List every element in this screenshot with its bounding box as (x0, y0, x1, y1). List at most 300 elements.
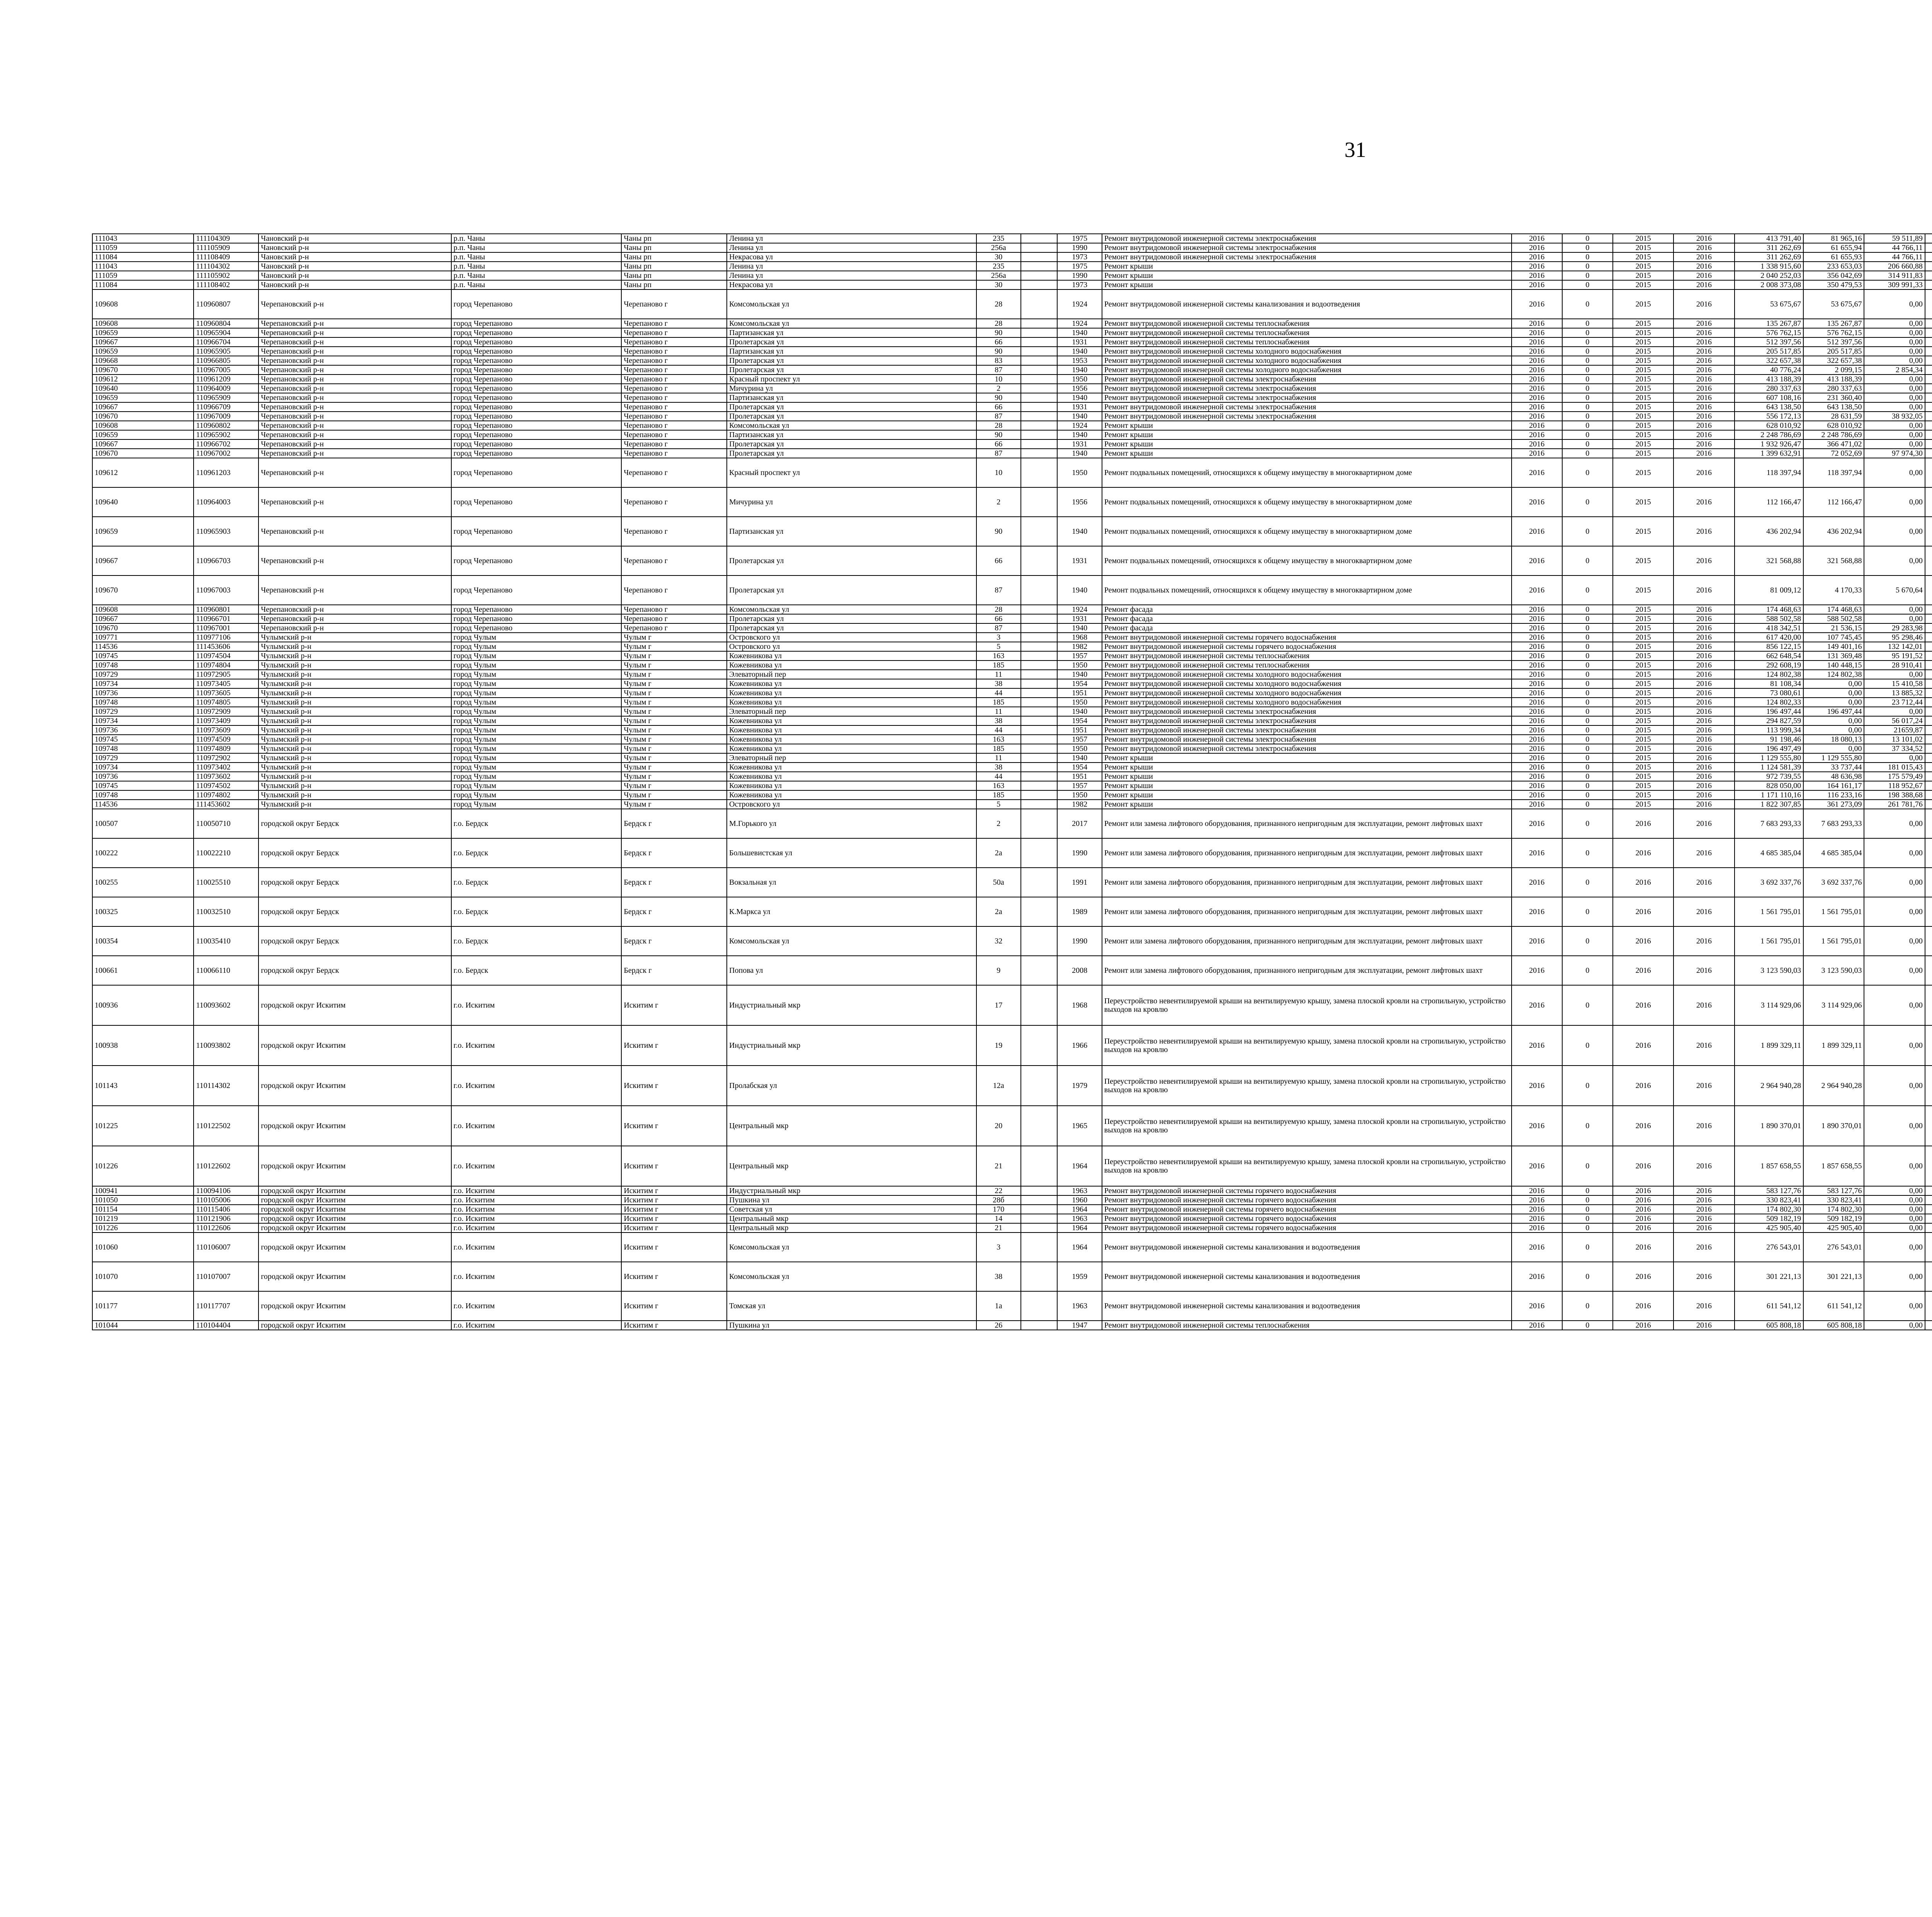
cell-work-type: Ремонт внутридомовой инженерной системы электроснабжения (1102, 252, 1512, 262)
cell-end-year: 2016 (1673, 800, 1734, 809)
cell-record-id: 111105902 (194, 271, 259, 280)
cell-end-year: 2016 (1673, 614, 1734, 623)
cell-settlement: город Чулым (451, 642, 622, 651)
cell-funding-2: 2 854,34 (1864, 365, 1925, 375)
cell-funding-1: 164 161,17 (1803, 781, 1864, 790)
cell-building-id: 109659 (92, 430, 194, 439)
cell-settlement: г.о. Бердск (451, 809, 622, 838)
cell-flag: 0 (1562, 1106, 1613, 1146)
cell-building-id: 109736 (92, 688, 194, 698)
cell-start-year: 2015 (1613, 575, 1673, 605)
cell-flag: 0 (1562, 670, 1613, 679)
cell-locality: Искитим г (621, 1262, 727, 1291)
cell-total-cost: 611 541,12 (1735, 1291, 1803, 1321)
table-row (92, 234, 1932, 243)
cell-funding-1: 61 655,94 (1803, 243, 1864, 252)
cell-start-year: 2015 (1613, 337, 1673, 347)
cell-record-id: 110066110 (194, 956, 259, 985)
cell-street: Комсомольская ул (727, 926, 976, 956)
cell-end-year: 2016 (1673, 698, 1734, 707)
cell-locality: Черепаново г (621, 517, 727, 546)
cell-funding-3 (1925, 985, 1932, 1025)
cell-house-number: 30 (976, 280, 1021, 289)
cell-funding-3 (1925, 725, 1932, 735)
cell-municipal-district: Черепановский р-н (259, 375, 451, 384)
cell-building (1021, 661, 1057, 670)
cell-funding-2: 0,00 (1864, 753, 1925, 763)
cell-municipal-district: городской округ Искитим (259, 1146, 451, 1186)
cell-municipal-district: городской округ Искитим (259, 985, 451, 1025)
cell-work-type: Переустройство невентилируемой крыши на вентилируемую крышу, замена плоской кровли на стропильную, устройство выходов на кровлю (1102, 1106, 1512, 1146)
cell-funding-1: 174 802,30 (1803, 1205, 1864, 1214)
cell-locality: Бердск г (621, 838, 727, 868)
cell-municipal-district: Чулымский р-н (259, 725, 451, 735)
cell-record-id: 111105909 (194, 243, 259, 252)
cell-total-cost: 607 108,16 (1735, 393, 1803, 402)
cell-total-cost: 1 932 926,47 (1735, 439, 1803, 449)
cell-plan-year: 2016 (1512, 1223, 1562, 1233)
cell-year-built: 1959 (1057, 1262, 1102, 1291)
cell-municipal-district: Черепановский р-н (259, 347, 451, 356)
cell-street: Кожевникова ул (727, 772, 976, 781)
cell-municipal-district: Чулымский р-н (259, 670, 451, 679)
cell-funding-1: 33 737,44 (1803, 763, 1864, 772)
cell-end-year: 2016 (1673, 1233, 1734, 1262)
cell-year-built: 1940 (1057, 365, 1102, 375)
cell-funding-2: 0,00 (1864, 1195, 1925, 1205)
cell-plan-year: 2016 (1512, 375, 1562, 384)
cell-settlement: город Черепаново (451, 337, 622, 347)
cell-building-id: 109659 (92, 328, 194, 337)
cell-street: Островского ул (727, 642, 976, 651)
cell-end-year: 2016 (1673, 956, 1734, 985)
cell-house-number: 66 (976, 402, 1021, 412)
cell-flag: 0 (1562, 605, 1613, 614)
cell-building (1021, 1233, 1057, 1262)
cell-start-year: 2015 (1613, 319, 1673, 328)
cell-settlement: г.о. Искитим (451, 1233, 622, 1262)
cell-settlement: р.п. Чаны (451, 271, 622, 280)
cell-work-type: Переустройство невентилируемой крыши на вентилируемую крышу, замена плоской кровли на стропильную, устройство выходов на кровлю (1102, 1066, 1512, 1106)
cell-start-year: 2016 (1613, 1146, 1673, 1186)
cell-flag: 0 (1562, 517, 1613, 546)
cell-locality: Чулым г (621, 670, 727, 679)
cell-record-id: 110035410 (194, 926, 259, 956)
cell-locality: Черепаново г (621, 623, 727, 633)
cell-funding-3 (1925, 1262, 1932, 1291)
cell-total-cost: 124 802,38 (1735, 670, 1803, 679)
cell-building-id: 101143 (92, 1066, 194, 1106)
cell-year-built: 1931 (1057, 402, 1102, 412)
cell-start-year: 2015 (1613, 280, 1673, 289)
cell-municipal-district: Чулымский р-н (259, 735, 451, 744)
cell-funding-3 (1925, 1205, 1932, 1214)
cell-year-built: 1990 (1057, 838, 1102, 868)
cell-locality: Черепаново г (621, 487, 727, 517)
cell-start-year: 2016 (1613, 1025, 1673, 1066)
cell-end-year: 2016 (1673, 679, 1734, 688)
cell-plan-year: 2016 (1512, 698, 1562, 707)
cell-locality: Бердск г (621, 897, 727, 926)
cell-total-cost: 73 080,61 (1735, 688, 1803, 698)
cell-building (1021, 800, 1057, 809)
cell-flag: 0 (1562, 707, 1613, 716)
cell-end-year: 2016 (1673, 402, 1734, 412)
cell-flag: 0 (1562, 661, 1613, 670)
cell-house-number: 14 (976, 1214, 1021, 1223)
cell-building (1021, 772, 1057, 781)
cell-street: Пролетарская ул (727, 337, 976, 347)
cell-settlement: город Черепаново (451, 365, 622, 375)
cell-locality: Черепаново г (621, 356, 727, 365)
cell-year-built: 2017 (1057, 809, 1102, 838)
cell-year-built: 1947 (1057, 1321, 1102, 1330)
cell-street: Кожевникова ул (727, 661, 976, 670)
cell-building-id: 109745 (92, 651, 194, 661)
cell-work-type: Ремонт внутридомовой инженерной системы теплоснабжения (1102, 319, 1512, 328)
cell-end-year: 2016 (1673, 234, 1734, 243)
cell-start-year: 2016 (1613, 985, 1673, 1025)
cell-funding-3 (1925, 375, 1932, 384)
cell-building-id: 109748 (92, 790, 194, 800)
cell-building (1021, 337, 1057, 347)
cell-settlement: г.о. Искитим (451, 985, 622, 1025)
cell-flag: 0 (1562, 1205, 1613, 1214)
cell-year-built: 1950 (1057, 661, 1102, 670)
cell-work-type: Ремонт внутридомовой инженерной системы горячего водоснабжения (1102, 1186, 1512, 1195)
cell-start-year: 2016 (1613, 1106, 1673, 1146)
cell-record-id: 110960807 (194, 289, 259, 319)
table-row (92, 347, 1932, 356)
cell-funding-2: 0,00 (1864, 384, 1925, 393)
cell-building (1021, 421, 1057, 430)
cell-start-year: 2016 (1613, 926, 1673, 956)
cell-flag: 0 (1562, 262, 1613, 271)
cell-building (1021, 633, 1057, 642)
cell-municipal-district: Черепановский р-н (259, 393, 451, 402)
cell-locality: Чулым г (621, 716, 727, 725)
cell-total-cost: 321 568,88 (1735, 546, 1803, 575)
cell-record-id: 110974804 (194, 661, 259, 670)
cell-municipal-district: городской округ Искитим (259, 1186, 451, 1195)
cell-house-number: 185 (976, 661, 1021, 670)
cell-start-year: 2015 (1613, 781, 1673, 790)
cell-start-year: 2015 (1613, 698, 1673, 707)
cell-house-number: 11 (976, 753, 1021, 763)
table-row (92, 605, 1932, 614)
cell-funding-2: 0,00 (1864, 402, 1925, 412)
cell-start-year: 2015 (1613, 753, 1673, 763)
cell-funding-1: 628 010,92 (1803, 421, 1864, 430)
cell-start-year: 2016 (1613, 1186, 1673, 1195)
cell-total-cost: 1 899 329,11 (1735, 1025, 1803, 1066)
cell-funding-3 (1925, 430, 1932, 439)
table-row (92, 1066, 1932, 1106)
cell-street: Комсомольская ул (727, 605, 976, 614)
cell-flag: 0 (1562, 868, 1613, 897)
cell-flag: 0 (1562, 790, 1613, 800)
cell-house-number: 22 (976, 1186, 1021, 1195)
cell-municipal-district: Чулымский р-н (259, 716, 451, 725)
cell-building (1021, 809, 1057, 838)
table-row (92, 458, 1932, 487)
cell-street: Центральный мкр (727, 1146, 976, 1186)
cell-total-cost: 276 543,01 (1735, 1233, 1803, 1262)
cell-street: Ленина ул (727, 271, 976, 280)
cell-house-number: 170 (976, 1205, 1021, 1214)
cell-record-id: 110965905 (194, 347, 259, 356)
cell-flag: 0 (1562, 365, 1613, 375)
cell-settlement: город Чулым (451, 707, 622, 716)
cell-total-cost: 196 497,44 (1735, 707, 1803, 716)
cell-record-id: 111453602 (194, 800, 259, 809)
table-row (92, 1195, 1932, 1205)
cell-building-id: 111043 (92, 234, 194, 243)
cell-street: К.Маркса ул (727, 897, 976, 926)
cell-plan-year: 2016 (1512, 449, 1562, 458)
cell-plan-year: 2016 (1512, 1214, 1562, 1223)
table-row (92, 838, 1932, 868)
cell-flag: 0 (1562, 1291, 1613, 1321)
cell-building (1021, 1025, 1057, 1066)
cell-funding-2: 0,00 (1864, 393, 1925, 402)
cell-work-type: Ремонт внутридомовой инженерной системы электроснабжения (1102, 707, 1512, 716)
cell-total-cost: 556 172,13 (1735, 412, 1803, 421)
cell-work-type: Ремонт внутридомовой инженерной системы электроснабжения (1102, 402, 1512, 412)
cell-record-id: 110966704 (194, 337, 259, 347)
cell-record-id: 110050710 (194, 809, 259, 838)
cell-work-type: Ремонт внутридомовой инженерной системы электроснабжения (1102, 375, 1512, 384)
cell-locality: Чулым г (621, 772, 727, 781)
cell-flag: 0 (1562, 243, 1613, 252)
cell-end-year: 2016 (1673, 517, 1734, 546)
cell-year-built: 1931 (1057, 614, 1102, 623)
cell-end-year: 2016 (1673, 393, 1734, 402)
table-row (92, 1106, 1932, 1146)
table-row (92, 430, 1932, 439)
cell-building (1021, 897, 1057, 926)
cell-year-built: 1940 (1057, 412, 1102, 421)
cell-funding-2: 198 388,68 (1864, 790, 1925, 800)
cell-plan-year: 2016 (1512, 790, 1562, 800)
cell-plan-year: 2016 (1512, 735, 1562, 744)
cell-end-year: 2016 (1673, 725, 1734, 735)
cell-year-built: 1940 (1057, 393, 1102, 402)
cell-funding-1: 436 202,94 (1803, 517, 1864, 546)
cell-work-type: Ремонт внутридомовой инженерной системы холодного водоснабжения (1102, 688, 1512, 698)
cell-street: Партизанская ул (727, 347, 976, 356)
cell-flag: 0 (1562, 679, 1613, 688)
cell-building (1021, 725, 1057, 735)
cell-end-year: 2016 (1673, 430, 1734, 439)
cell-locality: Черепаново г (621, 319, 727, 328)
cell-funding-3 (1925, 1223, 1932, 1233)
cell-settlement: город Чулым (451, 772, 622, 781)
cell-settlement: город Черепаново (451, 402, 622, 412)
cell-total-cost: 576 762,15 (1735, 328, 1803, 337)
cell-end-year: 2016 (1673, 605, 1734, 614)
cell-flag: 0 (1562, 252, 1613, 262)
cell-total-cost: 2 964 940,28 (1735, 1066, 1803, 1106)
cell-locality: Чулым г (621, 633, 727, 642)
cell-house-number: 66 (976, 546, 1021, 575)
table-row (92, 623, 1932, 633)
cell-flag: 0 (1562, 356, 1613, 365)
cell-funding-3 (1925, 735, 1932, 744)
cell-plan-year: 2016 (1512, 605, 1562, 614)
cell-work-type: Ремонт подвальных помещений, относящихся к общему имуществу в многоквартирном доме (1102, 517, 1512, 546)
cell-start-year: 2015 (1613, 744, 1673, 753)
cell-municipal-district: Черепановский р-н (259, 458, 451, 487)
cell-house-number: 1а (976, 1291, 1021, 1321)
cell-house-number: 235 (976, 262, 1021, 271)
cell-street: Кожевникова ул (727, 725, 976, 735)
cell-street: Индустриальный мкр (727, 1025, 976, 1066)
cell-start-year: 2015 (1613, 487, 1673, 517)
cell-building-id: 109729 (92, 753, 194, 763)
cell-plan-year: 2016 (1512, 1291, 1562, 1321)
cell-total-cost: 2 008 373,08 (1735, 280, 1803, 289)
cell-funding-2: 0,00 (1864, 614, 1925, 623)
cell-flag: 0 (1562, 337, 1613, 347)
cell-record-id: 110967009 (194, 412, 259, 421)
cell-building (1021, 430, 1057, 439)
cell-municipal-district: Черепановский р-н (259, 337, 451, 347)
cell-start-year: 2015 (1613, 252, 1673, 262)
cell-locality: Чулым г (621, 790, 727, 800)
cell-funding-1: 4 685 385,04 (1803, 838, 1864, 868)
cell-funding-2: 37 334,52 (1864, 744, 1925, 753)
cell-building-id: 101060 (92, 1233, 194, 1262)
cell-funding-2: 0,00 (1864, 897, 1925, 926)
cell-building (1021, 707, 1057, 716)
cell-total-cost: 1 124 581,39 (1735, 763, 1803, 772)
cell-total-cost: 311 262,69 (1735, 252, 1803, 262)
cell-municipal-district: Чулымский р-н (259, 744, 451, 753)
cell-funding-1: 0,00 (1803, 725, 1864, 735)
cell-flag: 0 (1562, 412, 1613, 421)
cell-flag: 0 (1562, 926, 1613, 956)
cell-end-year: 2016 (1673, 623, 1734, 633)
cell-end-year: 2016 (1673, 243, 1734, 252)
cell-funding-2: 0,00 (1864, 517, 1925, 546)
cell-total-cost: 53 675,67 (1735, 289, 1803, 319)
cell-funding-3 (1925, 289, 1932, 319)
cell-start-year: 2015 (1613, 688, 1673, 698)
cell-funding-3 (1925, 458, 1932, 487)
cell-building (1021, 262, 1057, 271)
cell-year-built: 1940 (1057, 575, 1102, 605)
cell-funding-2: 0,00 (1864, 1025, 1925, 1066)
cell-total-cost: 3 692 337,76 (1735, 868, 1803, 897)
cell-work-type: Ремонт крыши (1102, 271, 1512, 280)
cell-end-year: 2016 (1673, 744, 1734, 753)
cell-building-id: 100938 (92, 1025, 194, 1066)
cell-end-year: 2016 (1673, 716, 1734, 725)
cell-flag: 0 (1562, 614, 1613, 623)
cell-house-number: 11 (976, 670, 1021, 679)
cell-building-id: 109659 (92, 347, 194, 356)
cell-start-year: 2015 (1613, 735, 1673, 744)
cell-record-id: 110974805 (194, 698, 259, 707)
cell-building-id: 109612 (92, 375, 194, 384)
table-row (92, 575, 1932, 605)
cell-plan-year: 2016 (1512, 1205, 1562, 1214)
cell-plan-year: 2016 (1512, 781, 1562, 790)
cell-year-built: 1957 (1057, 735, 1102, 744)
table-row (92, 1205, 1932, 1214)
cell-year-built: 1964 (1057, 1233, 1102, 1262)
cell-total-cost: 413 791,40 (1735, 234, 1803, 243)
cell-municipal-district: городской округ Искитим (259, 1321, 451, 1330)
cell-funding-3 (1925, 605, 1932, 614)
cell-record-id: 110964009 (194, 384, 259, 393)
cell-flag: 0 (1562, 439, 1613, 449)
cell-funding-1: 321 568,88 (1803, 546, 1864, 575)
cell-funding-1: 0,00 (1803, 716, 1864, 725)
cell-funding-1: 576 762,15 (1803, 328, 1864, 337)
cell-record-id: 110973609 (194, 725, 259, 735)
table-row (92, 1025, 1932, 1066)
cell-funding-1: 1 899 329,11 (1803, 1025, 1864, 1066)
cell-building-id: 109608 (92, 289, 194, 319)
cell-funding-3 (1925, 271, 1932, 280)
cell-street: Кожевникова ул (727, 716, 976, 725)
cell-plan-year: 2016 (1512, 356, 1562, 365)
cell-start-year: 2016 (1613, 897, 1673, 926)
cell-funding-1: 643 138,50 (1803, 402, 1864, 412)
cell-work-type: Ремонт крыши (1102, 430, 1512, 439)
cell-start-year: 2015 (1613, 365, 1673, 375)
cell-funding-3 (1925, 252, 1932, 262)
cell-house-number: 2а (976, 897, 1021, 926)
cell-street: Центральный мкр (727, 1223, 976, 1233)
cell-record-id: 110122602 (194, 1146, 259, 1186)
cell-year-built: 1982 (1057, 800, 1102, 809)
cell-total-cost: 1 129 555,80 (1735, 753, 1803, 763)
cell-start-year: 2015 (1613, 449, 1673, 458)
cell-locality: Искитим г (621, 1195, 727, 1205)
cell-street: Пролетарская ул (727, 365, 976, 375)
cell-settlement: город Черепаново (451, 384, 622, 393)
cell-work-type: Ремонт внутридомовой инженерной системы канализования и водоотведения (1102, 1233, 1512, 1262)
cell-total-cost: 1 822 307,85 (1735, 800, 1803, 809)
cell-funding-1: 81 965,16 (1803, 234, 1864, 243)
cell-flag: 0 (1562, 763, 1613, 772)
cell-funding-3 (1925, 393, 1932, 402)
cell-total-cost: 7 683 293,33 (1735, 809, 1803, 838)
cell-building-id: 111043 (92, 262, 194, 271)
cell-building (1021, 1223, 1057, 1233)
cell-funding-2: 0,00 (1864, 375, 1925, 384)
cell-house-number: 11 (976, 707, 1021, 716)
cell-year-built: 1954 (1057, 716, 1102, 725)
cell-flag: 0 (1562, 735, 1613, 744)
cell-total-cost: 3 123 590,03 (1735, 956, 1803, 985)
cell-work-type: Переустройство невентилируемой крыши на вентилируемую крышу, замена плоской кровли на стропильную, устройство выходов на кровлю (1102, 1025, 1512, 1066)
table-row (92, 546, 1932, 575)
cell-start-year: 2015 (1613, 763, 1673, 772)
cell-house-number: 83 (976, 356, 1021, 365)
cell-funding-1: 205 517,85 (1803, 347, 1864, 356)
cell-building (1021, 458, 1057, 487)
cell-building (1021, 375, 1057, 384)
cell-funding-1: 3 114 929,06 (1803, 985, 1864, 1025)
cell-end-year: 2016 (1673, 781, 1734, 790)
cell-total-cost: 512 397,56 (1735, 337, 1803, 347)
cell-funding-3 (1925, 439, 1932, 449)
cell-flag: 0 (1562, 800, 1613, 809)
